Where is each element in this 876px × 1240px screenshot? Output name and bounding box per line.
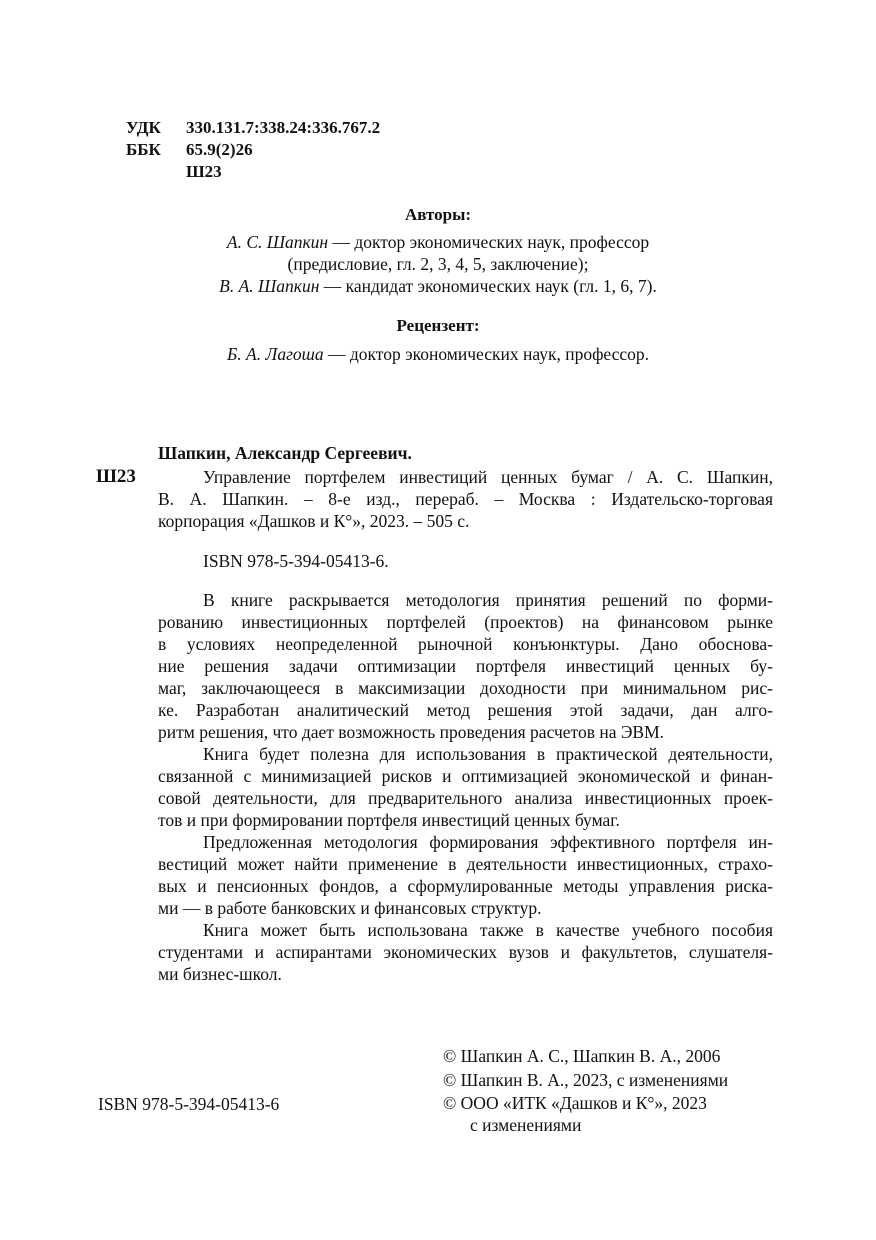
authors-heading: Авторы: (404, 205, 472, 224)
author-sign-top: Ш23 (186, 162, 222, 181)
abstract-line: связанной с минимизацией рисков и оптимизацией экономической и финан- (158, 766, 773, 786)
copyright-line: © ООО «ИТК «Дашков и К°», 2023 (443, 1093, 707, 1113)
abstract-line: ке. Разработан аналитический метод решения этой задачи, дан алго- (158, 700, 773, 720)
biblio-isbn: ISBN 978-5-394-05413-6. (203, 551, 389, 571)
copyright-line: © Шапкин А. С., Шапкин В. А., 2006 (443, 1046, 721, 1066)
abstract-line: Предложенная методология формирования эффективного портфеля ин- (203, 832, 773, 852)
biblio-author: Шапкин, Александр Сергеевич. (158, 443, 412, 463)
author-1-name: А. С. Шапкин (226, 232, 329, 252)
biblio-description (158, 466, 773, 532)
abstract-line: ритм решения, что дает возможность проведения расчетов на ЭВМ. (158, 722, 665, 742)
copyright-line: © Шапкин В. А., 2023, с изменениями (443, 1070, 729, 1090)
reviewer-name: Б. А. Лагоша (226, 344, 324, 364)
abstract (158, 589, 773, 985)
abstract-line: Книга может быть использована также в качестве учебного пособия (203, 920, 773, 940)
abstract-line: маг, заключающееся в максимизации доходности при минимальном рис- (158, 678, 773, 698)
abstract-line: в условиях неопределенной рыночной конъюнктуры. Дано обоснова- (158, 634, 773, 654)
author-2-name: В. А. Шапкин (219, 276, 320, 296)
udk-value: 330.131.7:338.24:336.767.2 (186, 118, 381, 137)
abstract-line: студентами и аспирантами экономических вузов и факультетов, слушателя- (158, 942, 773, 962)
udk-label: УДК (126, 118, 161, 137)
abstract-line: совой деятельности, для предварительного анализа инвестиционных проек- (158, 788, 773, 808)
abstract-line: вестиций может найти применение в деятельности инвестиционных, страхо- (158, 854, 773, 874)
reviewer-desc: — доктор экономических наук, профессор. (323, 344, 650, 364)
reviewer-heading: Рецензент: (396, 316, 480, 335)
author-2-line (0, 276, 876, 297)
abstract-line: рованию инвестиционных портфелей (проектов) на финансовом рынке (158, 612, 773, 632)
author-1-line (0, 232, 876, 253)
biblio-line-2: В. А. Шапкин. – 8-е изд., перераб. – Москва : Издательско-торговая (158, 489, 773, 509)
bbk-value: 65.9(2)26 (186, 140, 253, 159)
biblio-line-3: корпорация «Дашков и К°», 2023. – 505 с. (158, 511, 470, 531)
author-2-desc: — кандидат экономических наук (гл. 1, 6, 7). (319, 276, 657, 296)
biblio-line-1: Управление портфелем инвестиций ценных бумаг / А. С. Шапкин, (203, 467, 773, 487)
footer-isbn: ISBN 978-5-394-05413-6 (98, 1094, 280, 1114)
author-1-chapters: (предисловие, гл. 2, 3, 4, 5, заключение); (287, 254, 589, 274)
copyright-line: с изменениями (470, 1115, 582, 1135)
reviewer-line (0, 344, 876, 365)
abstract-line: тов и при формировании портфеля инвестиций ценных бумаг. (158, 810, 620, 830)
abstract-line: ми — в работе банковских и финансовых структур. (158, 898, 542, 918)
abstract-line: ми бизнес-школ. (158, 964, 282, 984)
biblio-sign: Ш23 (96, 466, 136, 487)
abstract-line: ние решения задачи оптимизации портфеля инвестиций ценных бу- (158, 656, 773, 676)
abstract-line: вых и пенсионных фондов, а сформулированные методы управления риска- (158, 876, 773, 896)
abstract-line: В книге раскрывается методология принятия решений по форми- (203, 590, 773, 610)
author-1-desc: — доктор экономических наук, профессор (328, 232, 650, 252)
abstract-line: Книга будет полезна для использования в практической деятельности, (203, 744, 773, 764)
bbk-label: ББК (126, 140, 161, 159)
